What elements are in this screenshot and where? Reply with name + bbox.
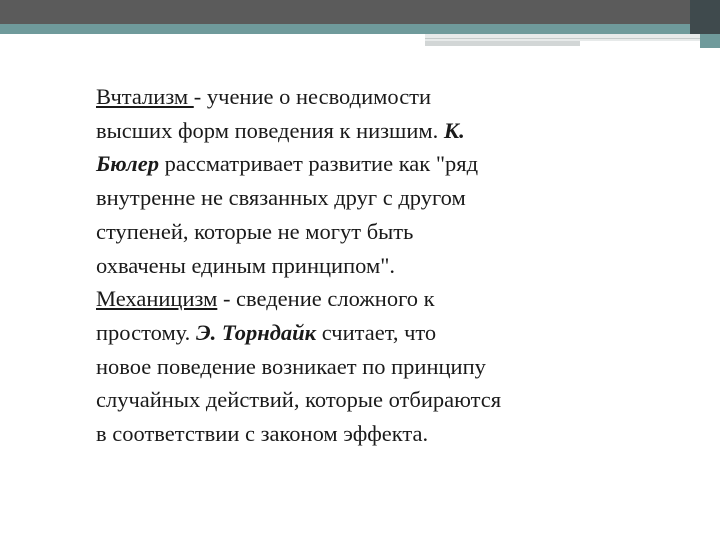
top-band-light-short — [425, 41, 580, 46]
text-line-3 — [96, 147, 636, 181]
text-segment: рассматривает развитие как "ряд — [158, 151, 479, 177]
text-line-4: внутренне не связанных друг с другом — [96, 185, 466, 211]
corner-accent-dark — [690, 0, 720, 34]
author-buhler: Бюлер — [96, 151, 159, 177]
top-band-line — [425, 38, 720, 39]
author-initial-buhler: К. — [443, 117, 465, 143]
text-segment: считает, что — [316, 319, 437, 345]
slide-body-text — [96, 80, 636, 451]
text-segment: - сведение сложного к — [217, 286, 435, 312]
text-line-11: в соответствии с законом эффекта. — [96, 421, 429, 447]
text-segment: высших форм поведения к низшим. — [96, 117, 444, 143]
text-line-10: случайных действий, которые отбираются — [96, 387, 502, 413]
corner-accent-teal — [700, 34, 720, 48]
term-vitalism: Вчтализм — [96, 84, 194, 109]
top-band-teal — [0, 24, 720, 34]
top-band-dark — [0, 0, 720, 24]
text-line-7 — [96, 282, 636, 316]
text-line-2 — [96, 114, 636, 148]
text-segment: простому. — [96, 319, 196, 345]
text-line-8 — [96, 316, 636, 350]
text-line-5: ступеней, которые не могут быть — [96, 218, 414, 244]
text-line-6: охвачены единым принципом". — [96, 252, 396, 278]
text-line-1 — [96, 80, 636, 114]
text-line-9: новое поведение возникает по принципу — [96, 353, 486, 379]
text-segment: - учение о несводимости — [193, 84, 432, 109]
author-thorndike: Э. Торндайк — [195, 319, 317, 345]
term-mechanicism: Механицизм — [96, 286, 218, 312]
